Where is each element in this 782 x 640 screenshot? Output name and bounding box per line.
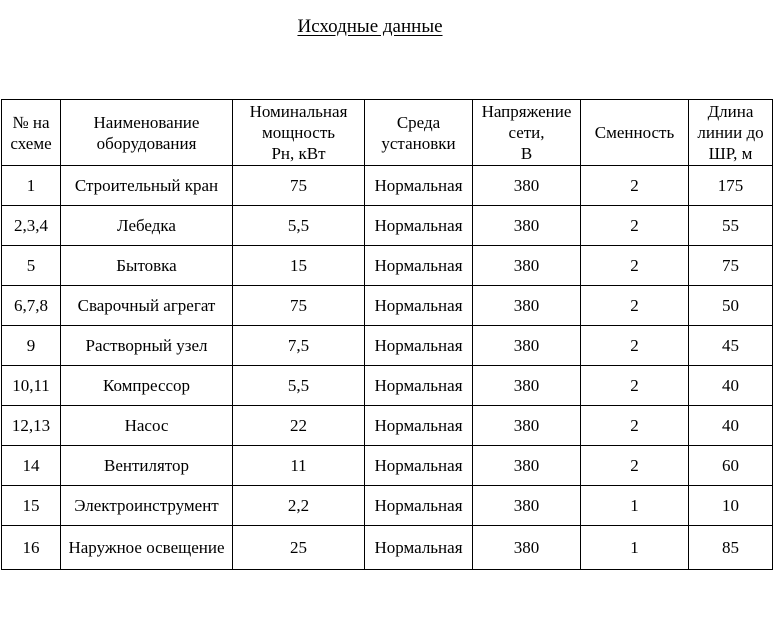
cell-network-voltage: 380 — [473, 366, 581, 406]
cell-line-length: 40 — [689, 406, 773, 446]
header-scheme-number — [2, 100, 61, 166]
header-line: Наименование — [93, 112, 200, 132]
cell-nominal-power: 75 — [233, 166, 365, 206]
table-row — [2, 206, 773, 246]
cell-nominal-power: 2,2 — [233, 486, 365, 526]
cell-line-length: 75 — [689, 246, 773, 286]
header-line: сети, — [508, 123, 545, 142]
table-row — [2, 166, 773, 206]
cell-line-length: 175 — [689, 166, 773, 206]
cell-scheme-number: 12,13 — [2, 406, 61, 446]
cell-nominal-power: 25 — [233, 526, 365, 570]
cell-network-voltage: 380 — [473, 246, 581, 286]
table-row — [2, 326, 773, 366]
cell-nominal-power: 5,5 — [233, 366, 365, 406]
cell-equipment-name: Вентилятор — [61, 446, 233, 486]
table-row — [2, 486, 773, 526]
cell-scheme-number: 1 — [2, 166, 61, 206]
cell-shift-count: 2 — [581, 326, 689, 366]
cell-scheme-number: 15 — [2, 486, 61, 526]
cell-nominal-power: 11 — [233, 446, 365, 486]
cell-shift-count: 2 — [581, 166, 689, 206]
header-line: Напряжение — [481, 102, 572, 121]
cell-scheme-number: 2,3,4 — [2, 206, 61, 246]
cell-scheme-number: 6,7,8 — [2, 286, 61, 326]
cell-installation-environment: Нормальная — [365, 246, 473, 286]
cell-equipment-name: Лебедка — [61, 206, 233, 246]
cell-line-length: 85 — [689, 526, 773, 570]
cell-installation-environment: Нормальная — [365, 166, 473, 206]
header-line: оборудования — [96, 133, 197, 153]
cell-line-length: 55 — [689, 206, 773, 246]
header-line: № на — [12, 112, 50, 132]
cell-nominal-power: 75 — [233, 286, 365, 326]
table-row — [2, 246, 773, 286]
cell-scheme-number: 10,11 — [2, 366, 61, 406]
cell-shift-count: 2 — [581, 286, 689, 326]
table-header — [2, 100, 773, 166]
cell-scheme-number: 14 — [2, 446, 61, 486]
header-nominal-power — [233, 100, 365, 166]
cell-equipment-name: Бытовка — [61, 246, 233, 286]
cell-installation-environment: Нормальная — [365, 526, 473, 570]
header-line: ШР, м — [708, 144, 753, 163]
cell-shift-count: 2 — [581, 366, 689, 406]
header-line: Номинальная — [249, 102, 348, 121]
table-row — [2, 526, 773, 570]
cell-line-length: 40 — [689, 366, 773, 406]
cell-scheme-number: 16 — [2, 526, 61, 570]
header-line: установки — [381, 133, 456, 153]
header-equipment-name — [61, 100, 233, 166]
cell-shift-count: 2 — [581, 246, 689, 286]
cell-equipment-name: Растворный узел — [61, 326, 233, 366]
cell-nominal-power: 22 — [233, 406, 365, 446]
cell-network-voltage: 380 — [473, 486, 581, 526]
cell-line-length: 50 — [689, 286, 773, 326]
cell-nominal-power: 5,5 — [233, 206, 365, 246]
cell-shift-count: 2 — [581, 206, 689, 246]
cell-network-voltage: 380 — [473, 406, 581, 446]
cell-equipment-name: Строительный кран — [61, 166, 233, 206]
cell-network-voltage: 380 — [473, 446, 581, 486]
cell-network-voltage: 380 — [473, 326, 581, 366]
header-line-length — [689, 100, 773, 166]
cell-scheme-number: 5 — [2, 246, 61, 286]
equipment-table — [1, 99, 773, 570]
cell-scheme-number: 9 — [2, 326, 61, 366]
cell-equipment-name: Электроинструмент — [61, 486, 233, 526]
cell-line-length: 10 — [689, 486, 773, 526]
cell-nominal-power: 15 — [233, 246, 365, 286]
header-line: линии до — [697, 123, 764, 142]
header-line: Среда — [396, 112, 441, 132]
cell-installation-environment: Нормальная — [365, 326, 473, 366]
cell-installation-environment: Нормальная — [365, 406, 473, 446]
header-row — [2, 100, 773, 166]
cell-network-voltage: 380 — [473, 166, 581, 206]
cell-line-length: 60 — [689, 446, 773, 486]
cell-shift-count: 1 — [581, 486, 689, 526]
cell-nominal-power: 7,5 — [233, 326, 365, 366]
header-network-voltage — [473, 100, 581, 166]
cell-installation-environment: Нормальная — [365, 486, 473, 526]
header-line: схеме — [10, 133, 52, 153]
document-title: Исходные данные — [297, 16, 443, 37]
cell-installation-environment: Нормальная — [365, 446, 473, 486]
cell-line-length: 45 — [689, 326, 773, 366]
table-body — [2, 166, 773, 570]
cell-shift-count: 1 — [581, 526, 689, 570]
cell-shift-count: 2 — [581, 406, 689, 446]
cell-equipment-name: Наружное освещение — [61, 526, 233, 570]
header-line: Длина — [707, 102, 754, 121]
cell-installation-environment: Нормальная — [365, 286, 473, 326]
header-shift-count — [581, 100, 689, 166]
cell-network-voltage: 380 — [473, 526, 581, 570]
cell-network-voltage: 380 — [473, 206, 581, 246]
header-installation-environment — [365, 100, 473, 166]
header-line: Сменность — [594, 123, 675, 142]
header-line: мощность — [261, 123, 336, 142]
table-row — [2, 446, 773, 486]
table-row — [2, 366, 773, 406]
cell-shift-count: 2 — [581, 446, 689, 486]
table-row — [2, 406, 773, 446]
cell-equipment-name: Сварочный агрегат — [61, 286, 233, 326]
cell-equipment-name: Компрессор — [61, 366, 233, 406]
cell-network-voltage: 380 — [473, 286, 581, 326]
header-line: Рн, кВт — [271, 144, 326, 163]
table-row — [2, 286, 773, 326]
header-line: В — [520, 144, 533, 163]
cell-equipment-name: Насос — [61, 406, 233, 446]
cell-installation-environment: Нормальная — [365, 206, 473, 246]
cell-installation-environment: Нормальная — [365, 366, 473, 406]
